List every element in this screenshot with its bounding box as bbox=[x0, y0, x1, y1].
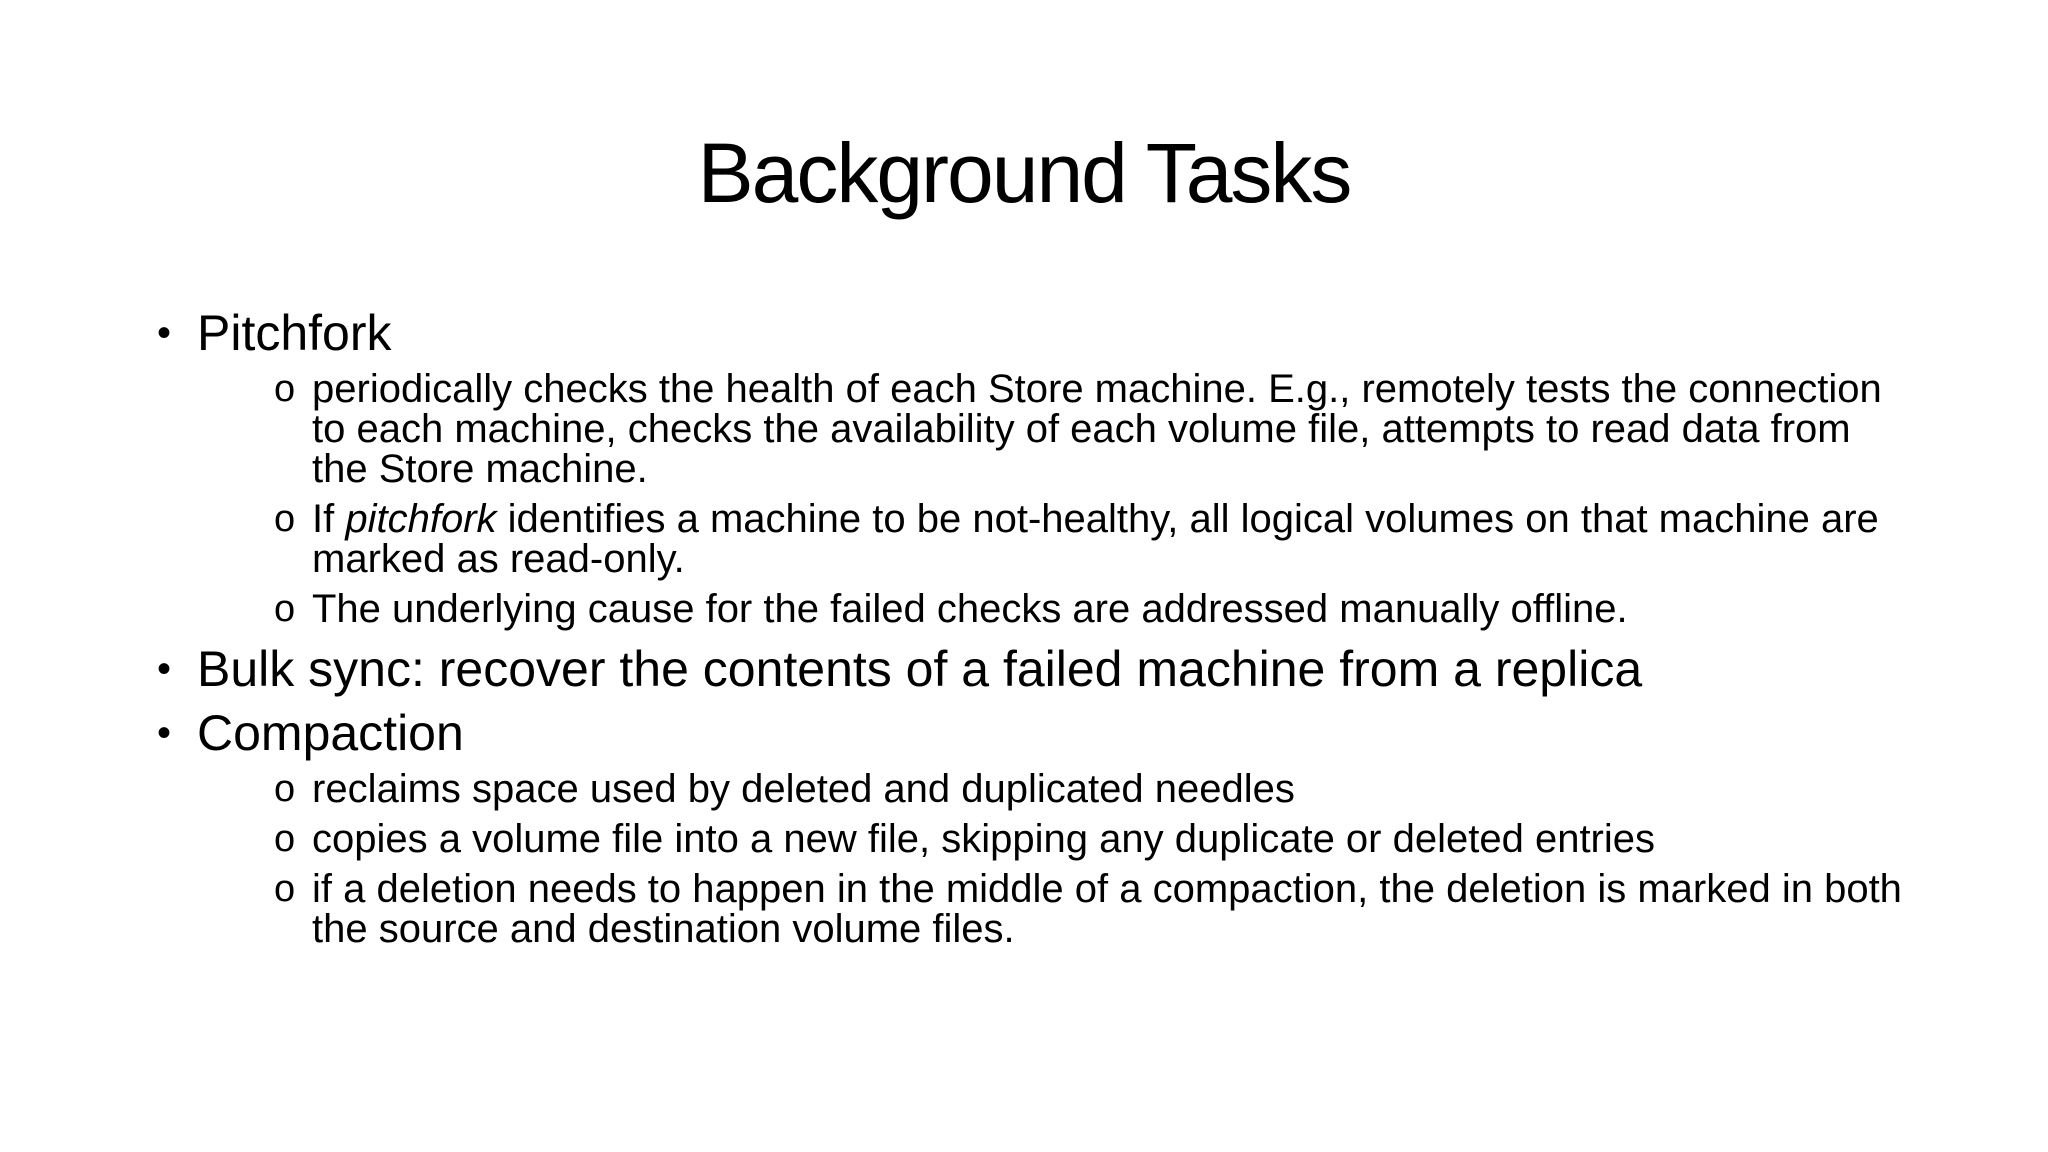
bullet-text: Pitchfork bbox=[197, 305, 392, 361]
bullet-bulk-sync bbox=[157, 641, 1917, 697]
sub-bullet-not-healthy bbox=[274, 499, 1917, 579]
bullet-compaction bbox=[157, 705, 1917, 761]
sub-bullet-text: reclaims space used by deleted and duplicated needles bbox=[312, 767, 1295, 811]
sub-bullet-manual-offline bbox=[274, 589, 1917, 629]
slide-content bbox=[157, 305, 1917, 959]
sub-bullet-circle-icon: o bbox=[274, 768, 296, 810]
bullet-dot-icon: • bbox=[157, 647, 172, 691]
sub-bullet-text: if a deletion needs to happen in the middle of a compaction, the deletion is marked in both the source and destination volume files. bbox=[312, 867, 1902, 951]
sub-bullet-copies-volume bbox=[274, 819, 1917, 859]
sub-bullet-circle-icon: o bbox=[274, 818, 296, 860]
bullet-pitchfork bbox=[157, 305, 1917, 361]
sub-bullet-text: The underlying cause for the failed checks are addressed manually offline. bbox=[312, 587, 1628, 631]
slide-title: Background Tasks bbox=[697, 126, 1351, 220]
sub-bullet-circle-icon: o bbox=[274, 588, 296, 630]
sub-bullet-text: periodically checks the health of each Store machine. E.g., remotely tests the connection to each machine, checks the availability of each volume file, attempts to read data from the Store machine. bbox=[312, 367, 1882, 491]
sub-bullet-circle-icon: o bbox=[274, 868, 296, 910]
bullet-text: Compaction bbox=[197, 705, 464, 761]
bullet-dot-icon: • bbox=[157, 311, 172, 355]
sub-bullet-italic-term: pitchfork bbox=[345, 497, 497, 541]
sub-bullet-circle-icon: o bbox=[274, 498, 296, 540]
sub-bullet-reclaims-space bbox=[274, 769, 1917, 809]
sub-bullet-text-before: If bbox=[312, 497, 346, 541]
bullet-text: Bulk sync: recover the contents of a failed machine from a replica bbox=[197, 641, 1643, 697]
sub-bullet-text: copies a volume file into a new file, skipping any duplicate or deleted entries bbox=[312, 817, 1656, 861]
sub-bullet-health-check bbox=[274, 369, 1917, 489]
sub-bullet-deletion-marked bbox=[274, 869, 1917, 949]
sub-bullet-text-after: identifies a machine to be not-healthy, all logical volumes on that machine are marked as read-only. bbox=[312, 497, 1879, 581]
sub-bullet-circle-icon: o bbox=[274, 368, 296, 410]
bullet-dot-icon: • bbox=[157, 711, 172, 755]
